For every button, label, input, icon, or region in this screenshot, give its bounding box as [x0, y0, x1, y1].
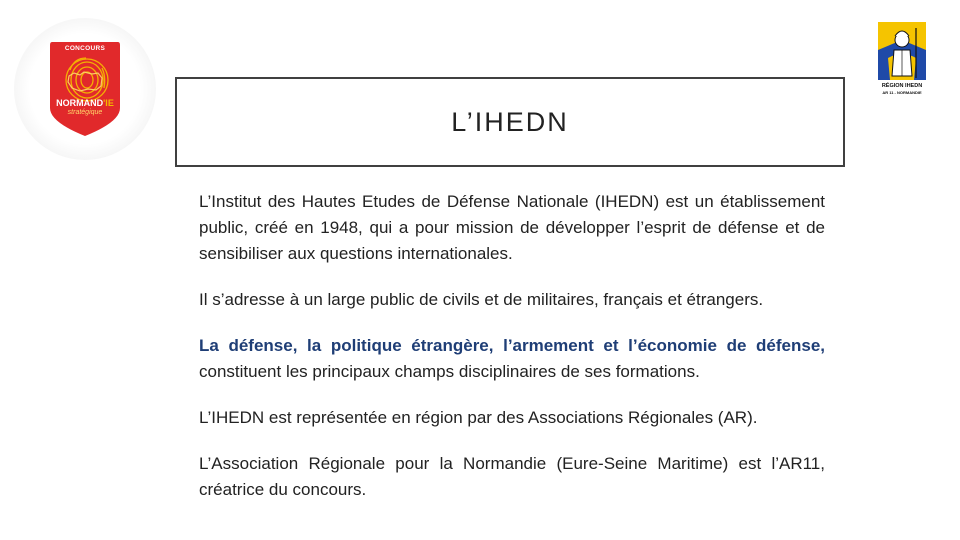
- logo-caption-line2: AR 11 - NORMANDIE: [882, 90, 922, 95]
- paragraph-mission: L’Institut des Hautes Etudes de Défense Nationale (IHEDN) est un établissement public, créé en 1948, qui a pour mission de développer l’esprit de défense et de sensibiliser aux questions internationales.: [199, 192, 825, 263]
- paragraph-ar11: L’Association Régionale pour la Normandie (Eure-Seine Maritime) est l’AR11, créatrice du concours.: [199, 454, 825, 499]
- concours-badge-logo: [14, 18, 156, 160]
- badge-top-label: CONCOURS: [64, 45, 106, 52]
- badge-name-accent: 'IE: [103, 98, 114, 108]
- slide-body: [199, 189, 825, 523]
- athena-emblem-icon: [876, 20, 928, 82]
- paragraph-disciplines-emphasis: La défense, la politique étrangère, l’armement et l’économie de défense,: [199, 336, 825, 355]
- paragraph-disciplines-rest: constituent les principaux champs disciplinaires de ses formations.: [199, 362, 700, 381]
- paragraph-audience: Il s’adresse à un large public de civils et de militaires, français et étrangers.: [199, 290, 764, 309]
- badge-name: [14, 98, 156, 108]
- slide-title: L’IHEDN: [451, 106, 569, 137]
- badge-subtitle: stratégique: [67, 109, 103, 116]
- region-ihedn-logo: [876, 20, 928, 98]
- paragraph-regional: L’IHEDN est représentée en région par des Associations Régionales (AR).: [199, 408, 758, 427]
- badge-name-main: NORMAND: [56, 98, 104, 108]
- title-box: [175, 77, 845, 167]
- logo-caption-line1: RÉGION IHEDN: [881, 83, 923, 89]
- shield-icon: [14, 18, 156, 160]
- paragraph-disciplines: [199, 333, 825, 385]
